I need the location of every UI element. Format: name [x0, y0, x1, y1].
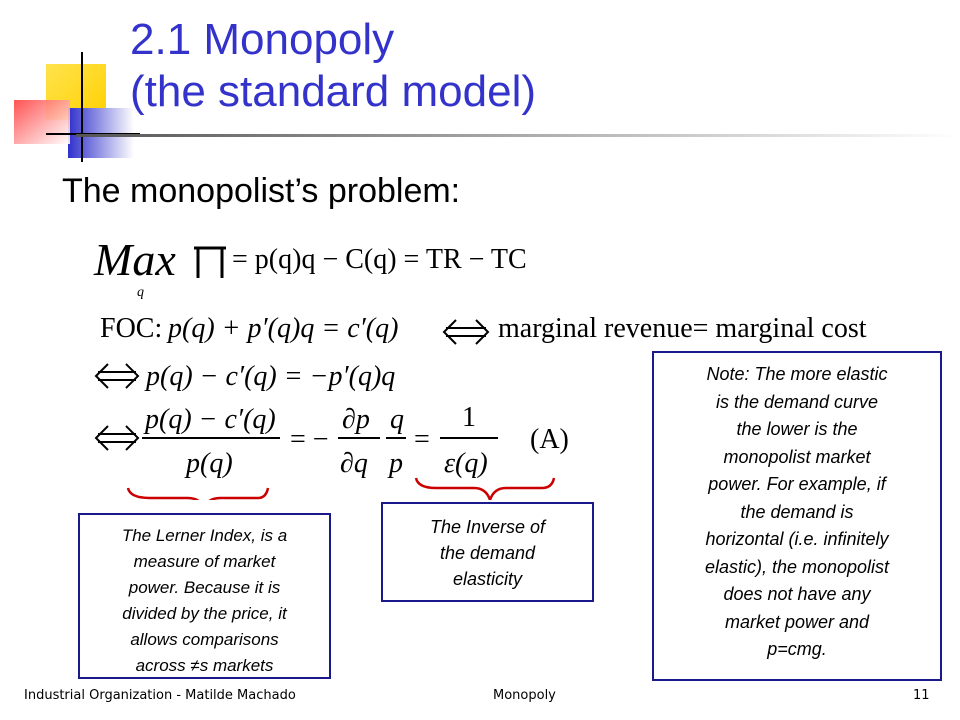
- inverse-line: the demand: [439, 543, 536, 563]
- profit-equation: = p(q)q − C(q) = TR − TC: [232, 244, 527, 275]
- max-subscript: q: [137, 285, 144, 300]
- lerner-index-box: [78, 513, 331, 679]
- one: 1: [462, 402, 476, 433]
- note-line: horizontal (i.e. infinitely: [705, 529, 889, 549]
- title-line-1: 2.1 Monopoly: [130, 15, 395, 64]
- title-line-2: (the standard model): [130, 67, 536, 116]
- footer-topic: Monopoly: [493, 688, 556, 703]
- note-line: monopolist market: [723, 446, 871, 467]
- note-line: Note: The more elastic: [706, 364, 888, 384]
- double-arrow-icon: [444, 320, 488, 344]
- max-text: Max: [94, 234, 176, 285]
- note-box: [652, 351, 942, 681]
- partial-p: ∂p: [342, 404, 370, 435]
- foc-expression: p(q) + p′(q)q = c′(q): [168, 313, 399, 344]
- inverse-brace: [416, 478, 554, 500]
- note-line: is the demand curve: [715, 391, 879, 412]
- equation-tag: (A): [530, 424, 569, 455]
- partial-q: ∂q: [340, 448, 368, 479]
- inverse-elasticity-box: [381, 502, 594, 602]
- page-number: 11: [913, 688, 930, 703]
- lerner-numerator: p(q) − c′(q): [145, 404, 276, 435]
- subtitle: The monopolist’s problem:: [62, 172, 461, 210]
- inverse-line: The Inverse of: [429, 517, 546, 537]
- inverse-line: elasticity: [452, 569, 523, 589]
- footer-course: Industrial Organization - Matilde Machado: [24, 688, 296, 703]
- lerner-brace: [128, 488, 268, 500]
- note-line: the demand is: [740, 501, 854, 522]
- lerner-line: allows comparisons: [130, 630, 279, 649]
- double-arrow-icon: [96, 426, 138, 450]
- double-arrow-icon: [96, 364, 138, 388]
- equals-minus: = −: [290, 424, 329, 455]
- foc-words: marginal revenue= marginal cost: [498, 313, 867, 344]
- p-under: p: [389, 448, 403, 479]
- note-line: does not have any: [723, 584, 871, 604]
- q-over: q: [390, 404, 404, 435]
- equals-sign: =: [414, 424, 430, 455]
- note-line: p=cmg.: [767, 639, 827, 659]
- note-line: market power and: [724, 611, 870, 632]
- lerner-line: divided by the price, it: [122, 604, 287, 623]
- lerner-line: power. Because it is: [128, 578, 281, 597]
- lerner-line: across ≠s markets: [135, 656, 274, 675]
- lerner-denominator: p(q): [186, 448, 233, 479]
- foc-label: FOC:: [100, 313, 163, 344]
- product-pi-symbol: [194, 248, 226, 278]
- equation-2: p(q) − c′(q) = −p′(q)q: [146, 361, 396, 392]
- lerner-line: The Lerner Index, is a: [121, 526, 288, 545]
- note-line: the lower is the: [736, 419, 858, 439]
- note-line: power. For example, if: [708, 474, 886, 494]
- lerner-line: measure of market: [133, 552, 276, 571]
- note-line: elastic), the monopolist: [704, 556, 890, 577]
- epsilon-q: ε(q): [444, 448, 488, 479]
